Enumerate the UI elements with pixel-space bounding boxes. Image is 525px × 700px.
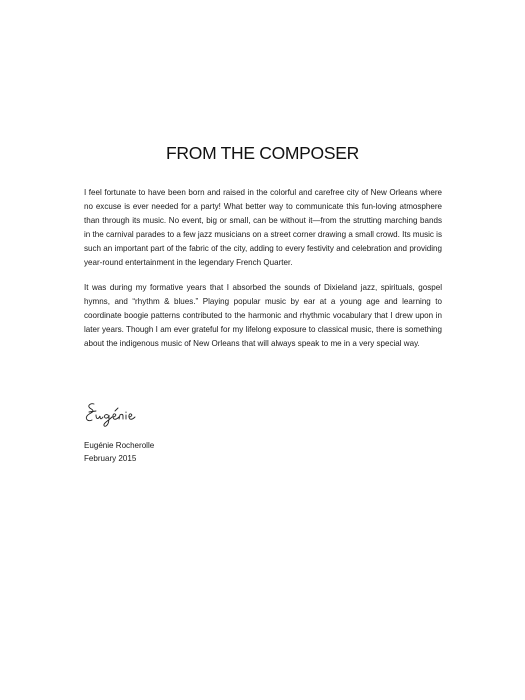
author-name: Eugénie Rocherolle bbox=[84, 441, 155, 450]
signature-image bbox=[84, 398, 154, 428]
paragraph-2: It was during my formative years that I absorbed the sounds of Dixieland jazz, spirituals, gospel hymns, and “rhythm & blues.” Playing popular music by ear at a young age and learning to coordinate boogie patterns contributed to the harmonic and rhythmic vocabulary that I drew upon in later years. Though I am ever grateful for my lifelong exposure to classical music, there is something about the indigenous music of New Orleans that will always speak to me in a very special way. bbox=[84, 283, 442, 349]
page-title: FROM THE COMPOSER bbox=[166, 143, 359, 163]
body-text bbox=[84, 186, 442, 363]
paragraph-1: I feel fortunate to have been born and raised in the colorful and carefree city of New Orleans where no excuse is ever needed for a party! What better way to communicate this fun-loving atmosphere than through its music. No event, big or small, can be without it—from the strutting marching bands in the carnival parades to a few jazz musicians on a street corner drawing a small crowd. Its music is such an important part of the fabric of the city, adding to every festivity and celebration and providing year-round entertainment in the legendary French Quarter. bbox=[84, 188, 442, 267]
handwritten-signature bbox=[84, 398, 154, 428]
letter-date: February 2015 bbox=[84, 454, 137, 463]
